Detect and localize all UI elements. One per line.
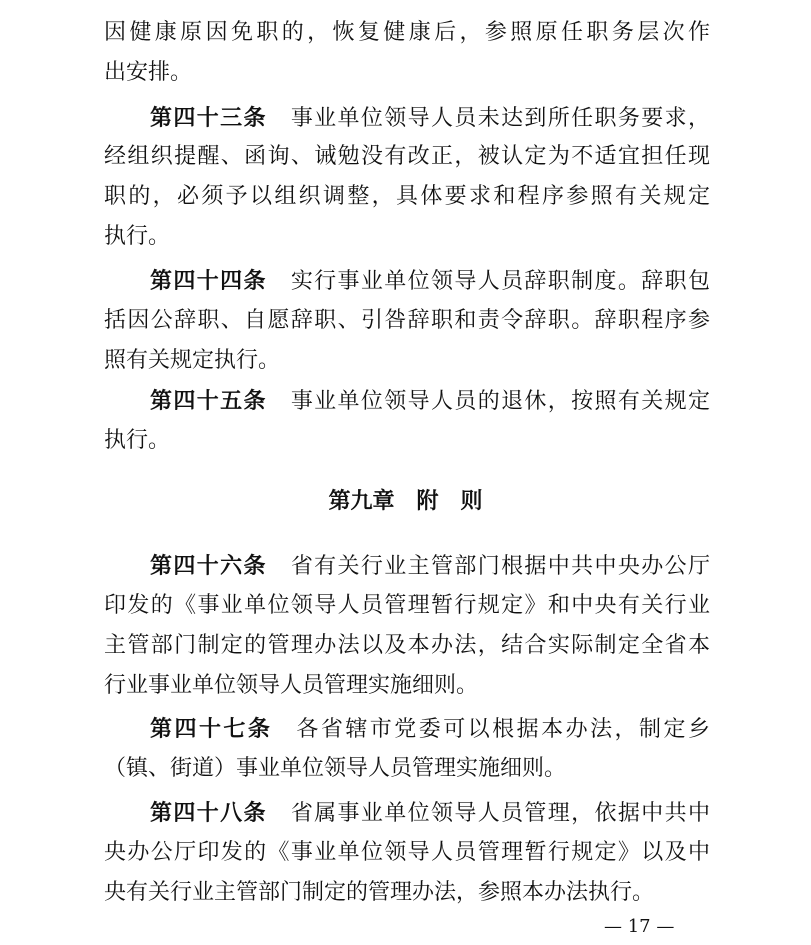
paragraph-line: 执行。	[104, 428, 171, 453]
article-44-first-line: 第四十四条 实行事业单位领导人员辞职制度。辞职包	[150, 268, 710, 294]
paragraph-line: 经组织提醒、函询、诫勉没有改正，被认定为不适宜担任现	[104, 144, 710, 169]
article-number: 第四十七条	[150, 716, 273, 742]
paragraph-line: 央有关行业主管部门制定的管理办法，参照本办法执行。	[104, 880, 655, 905]
article-number: 第四十五条	[150, 388, 267, 414]
article-47-first-line: 第四十七条 各省辖市党委可以根据本办法，制定乡	[150, 716, 710, 742]
article-45-first-line: 第四十五条 事业单位领导人员的退休，按照有关规定	[150, 388, 710, 414]
article-number: 第四十八条	[150, 800, 267, 826]
paragraph-line: （镇、街道）事业单位领导人员管理实施细则。	[104, 756, 567, 781]
article-number: 第四十三条	[150, 105, 267, 131]
chapter-heading: 第九章 附 则	[328, 488, 483, 514]
paragraph-line: 照有关规定执行。	[104, 348, 281, 373]
article-48-first-line: 第四十八条 省属事业单位领导人员管理，依据中共中	[150, 800, 710, 826]
page-number: — 17 —	[604, 916, 675, 937]
paragraph-line: 执行。	[104, 224, 171, 249]
paragraph-line: 主管部门制定的管理办法以及本办法，结合实际制定全省本	[104, 633, 710, 658]
article-43-first-line: 第四十三条 事业单位领导人员未达到所任职务要求，	[150, 105, 710, 131]
paragraph-line: 括因公辞职、自愿辞职、引咎辞职和责令辞职。辞职程序参	[104, 308, 710, 333]
paragraph-line: 行业事业单位领导人员管理实施细则。	[104, 673, 479, 698]
paragraph-line: 出安排。	[104, 60, 193, 85]
paragraph-line: 职的，必须予以组织调整，具体要求和程序参照有关规定	[104, 184, 710, 209]
paragraph-line: 央办公厅印发的《事业单位领导人员管理暂行规定》以及中	[104, 840, 710, 865]
paragraph-line: 印发的《事业单位领导人员管理暂行规定》和中央有关行业	[104, 593, 710, 618]
article-number: 第四十四条	[150, 268, 267, 294]
article-46-first-line: 第四十六条 省有关行业主管部门根据中共中央办公厅	[150, 553, 710, 579]
article-number: 第四十六条	[150, 553, 267, 579]
paragraph-line: 因健康原因免职的，恢复健康后，参照原任职务层次作	[104, 20, 710, 45]
